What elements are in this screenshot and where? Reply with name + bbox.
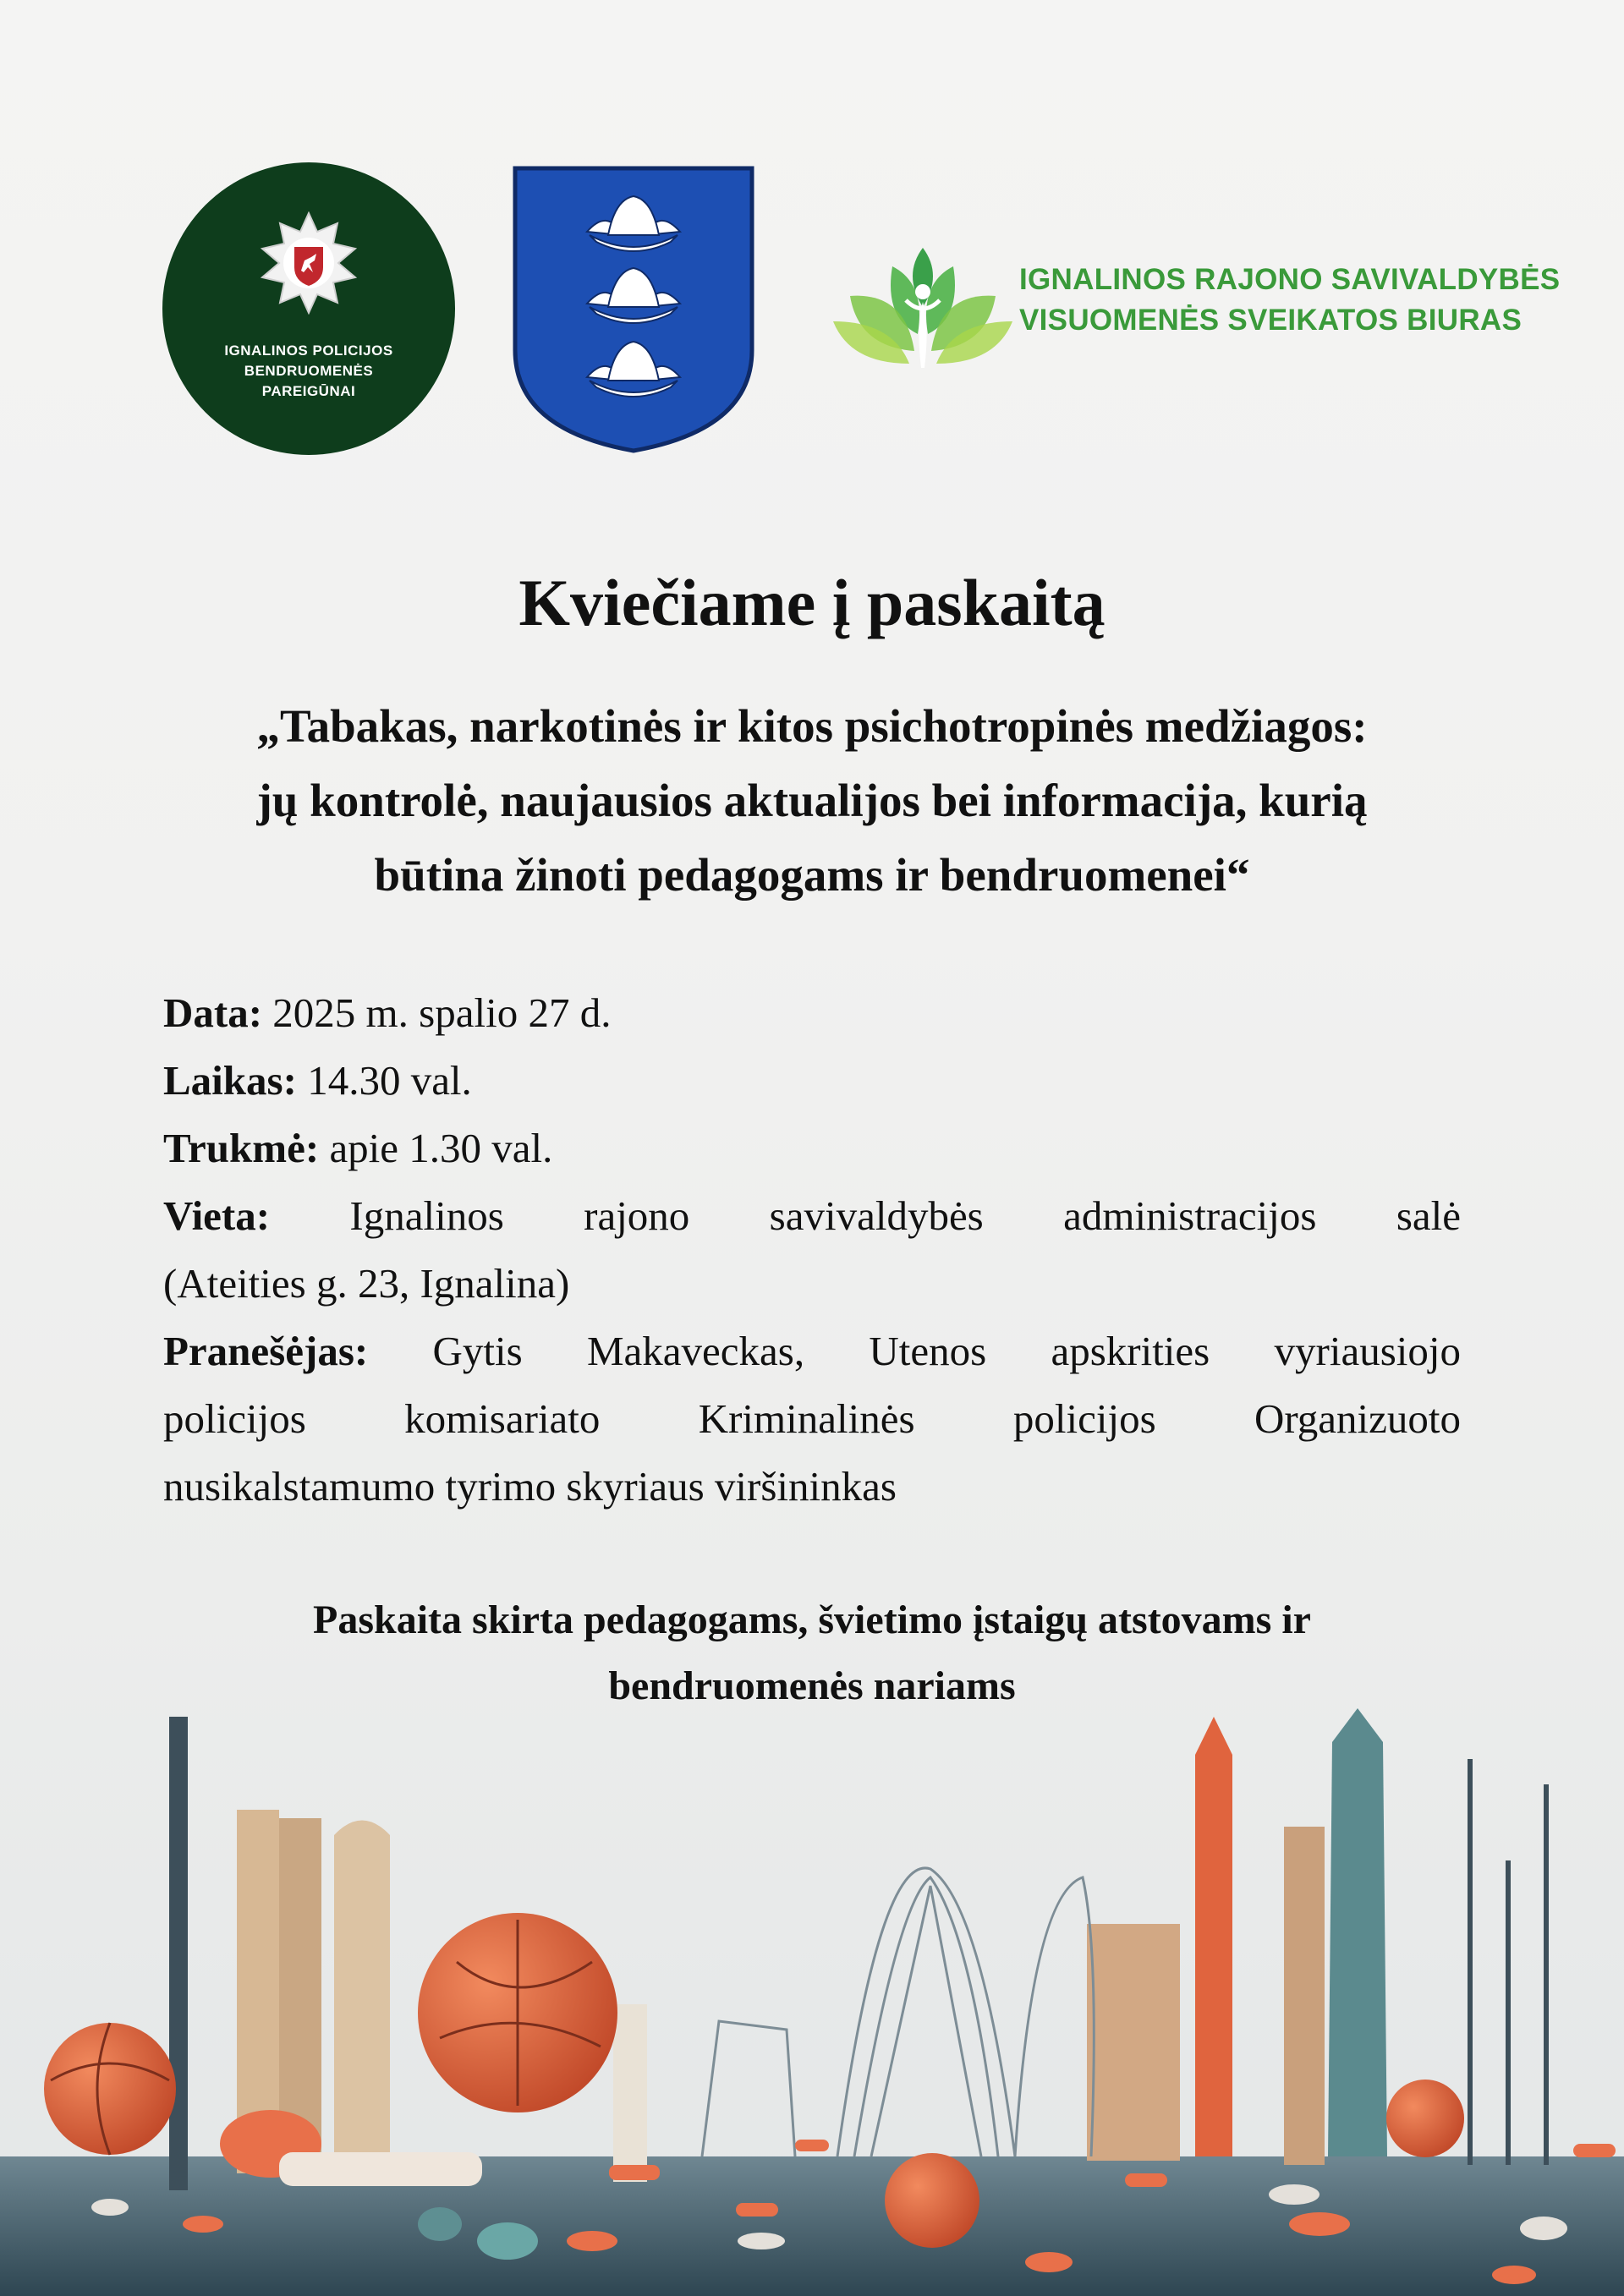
detail-duration-value: apie 1.30 val. — [329, 1125, 553, 1171]
detail-time-value: 14.30 val. — [307, 1057, 472, 1104]
white-block — [613, 2004, 647, 2182]
detail-speaker-line-3: nusikalstamumo tyrimo skyriaus viršininkas — [163, 1463, 897, 1510]
orange-tower — [1195, 1717, 1232, 2156]
police-logo-line-1: IGNALINOS POLICIJOS — [224, 342, 393, 359]
detail-speaker-value: Gytis Makaveckas, Utenos apskrities vyriausiojo — [432, 1328, 1461, 1374]
police-community-logo — [162, 162, 455, 455]
detail-time-label: Laikas: — [163, 1057, 297, 1104]
wire-sculpture — [702, 1868, 1094, 2156]
audience-line-2: bendruomenės nariams — [608, 1663, 1016, 1708]
health-bureau-leaf-icon — [833, 241, 1012, 375]
dark-pillar — [169, 1717, 188, 2190]
detail-speaker-label: Pranešėjas: — [163, 1328, 369, 1374]
health-bureau-name-line-2: VISUOMENĖS SVEIKATOS BIURAS — [1019, 304, 1522, 337]
detail-venue — [163, 1182, 1461, 1250]
detail-venue-address: (Ateities g. 23, Ignalina) — [163, 1260, 570, 1307]
small-ball — [885, 2153, 979, 2248]
detail-date-label: Data: — [163, 989, 263, 1036]
detail-duration-label: Trukmė: — [163, 1125, 320, 1171]
teal-tower — [1328, 1708, 1387, 2156]
floor — [0, 2156, 1624, 2296]
detail-date — [163, 979, 1461, 1047]
lecture-topic-line-3: būtina žinoti pedagogams ir bendruomenei“ — [374, 849, 1250, 901]
carved-block — [1087, 1924, 1180, 2161]
decorative-illustration — [0, 1683, 1624, 2296]
detail-date-value: 2025 m. spalio 27 d. — [272, 989, 612, 1036]
basketball-left — [44, 2023, 176, 2155]
detail-venue-value: Ignalinos rajono savivaldybės administracijos salė — [349, 1192, 1462, 1239]
detail-speaker — [163, 1318, 1461, 1385]
ignalina-coat-of-arms — [513, 166, 754, 453]
detail-time — [163, 1047, 1461, 1115]
lecture-topic-line-2: jų kontrolė, naujausios aktualijos bei informacija, kurią — [256, 775, 1368, 826]
tan-tower — [334, 1821, 390, 2183]
page-title: Kviečiame į paskaitą — [518, 566, 1106, 639]
lecture-topic-line-1: „Tabakas, narkotinės ir kitos psichotropinės medžiagos: — [256, 700, 1368, 752]
basketball-right — [1386, 2080, 1464, 2157]
detail-speaker-line-2: policijos komisariato Kriminalinės policijos Organizuoto — [163, 1395, 1461, 1442]
audience-line-1: Paskaita skirta pedagogams, švietimo įstaigų atstovams ir — [313, 1597, 1311, 1642]
police-logo-line-3: PAREIGŪNAI — [261, 383, 356, 399]
detail-venue-label: Vieta: — [163, 1192, 271, 1239]
police-star-icon — [257, 211, 360, 315]
police-logo-line-2: BENDRUOMENĖS — [244, 363, 374, 379]
health-bureau-name-line-1: IGNALINOS RAJONO SAVIVALDYBĖS — [1019, 263, 1561, 296]
detail-duration — [163, 1115, 1461, 1182]
